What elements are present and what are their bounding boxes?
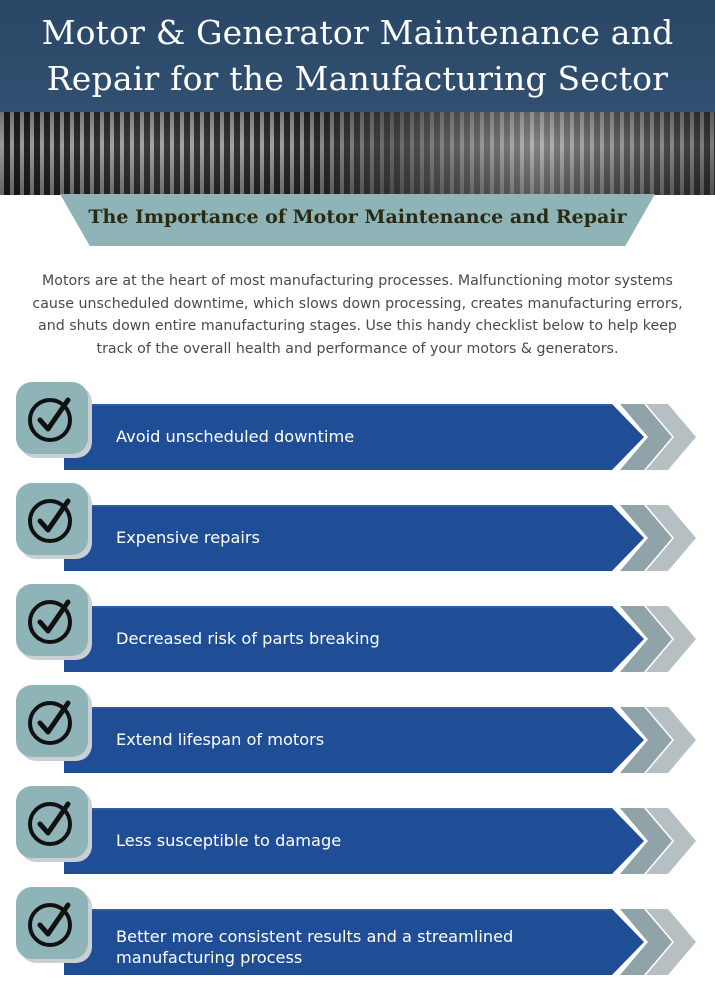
- page-title-line-2: Repair for the Manufacturing Sector: [46, 59, 669, 98]
- check-badge: [16, 786, 88, 858]
- checklist-item-label-line-1: Avoid unscheduled downtime: [116, 427, 355, 446]
- intro-line-3: and shuts down entire manufacturing stages. Use this handy checklist below to help keep: [38, 318, 677, 334]
- circled-checkmark-icon: [16, 584, 88, 656]
- checklist-item-label: [116, 729, 616, 750]
- checklist-item-label: [116, 830, 616, 851]
- checklist-item-label-line-1: Extend lifespan of motors: [116, 730, 325, 749]
- checklist-item-label-line-1: Better more consistent results and a streamlined: [116, 927, 514, 946]
- check-badge: [16, 584, 88, 656]
- check-badge: [16, 483, 88, 555]
- page-title-line-1: Motor & Generator Maintenance and: [41, 13, 674, 52]
- checklist-item-label: [116, 926, 616, 968]
- header: [0, 0, 715, 112]
- intro-line-2: cause unscheduled downtime, which slows down processing, creates manufacturing errors,: [32, 295, 683, 312]
- circled-checkmark-icon: [16, 786, 88, 858]
- checklist-item: [0, 883, 715, 981]
- checklist-item: [0, 782, 715, 880]
- checklist-item: [0, 378, 715, 476]
- checklist-item: [0, 479, 715, 577]
- page-title: [0, 10, 715, 102]
- header-photo-overlay: [0, 112, 715, 195]
- intro-line-4: track of the overall health and performance of your motors & generators.: [96, 340, 619, 357]
- circled-checkmark-icon: [16, 382, 88, 454]
- check-badge: [16, 685, 88, 757]
- checklist-item-label: [116, 527, 616, 548]
- check-badge: [16, 887, 88, 959]
- circled-checkmark-icon: [16, 685, 88, 757]
- intro-line-1: Motors are at the heart of most manufacturing processes. Malfunctioning motor systems: [42, 273, 673, 289]
- circled-checkmark-icon: [16, 483, 88, 555]
- check-badge: [16, 382, 88, 454]
- checklist-item-label-line-1: Decreased risk of parts breaking: [116, 629, 380, 648]
- checklist-item: [0, 681, 715, 779]
- checklist-item-label-line-1: Expensive repairs: [116, 528, 260, 547]
- checklist-item-label: [116, 628, 616, 649]
- checklist-item-label: [116, 426, 616, 447]
- intro-paragraph: [22, 270, 693, 360]
- checklist-item-label-line-2: manufacturing process: [116, 948, 303, 967]
- circled-checkmark-icon: [16, 887, 88, 959]
- checklist-item: [0, 580, 715, 678]
- section-heading: The Importance of Motor Maintenance and Repair: [88, 206, 627, 228]
- checklist-item-label-line-1: Less susceptible to damage: [116, 831, 342, 850]
